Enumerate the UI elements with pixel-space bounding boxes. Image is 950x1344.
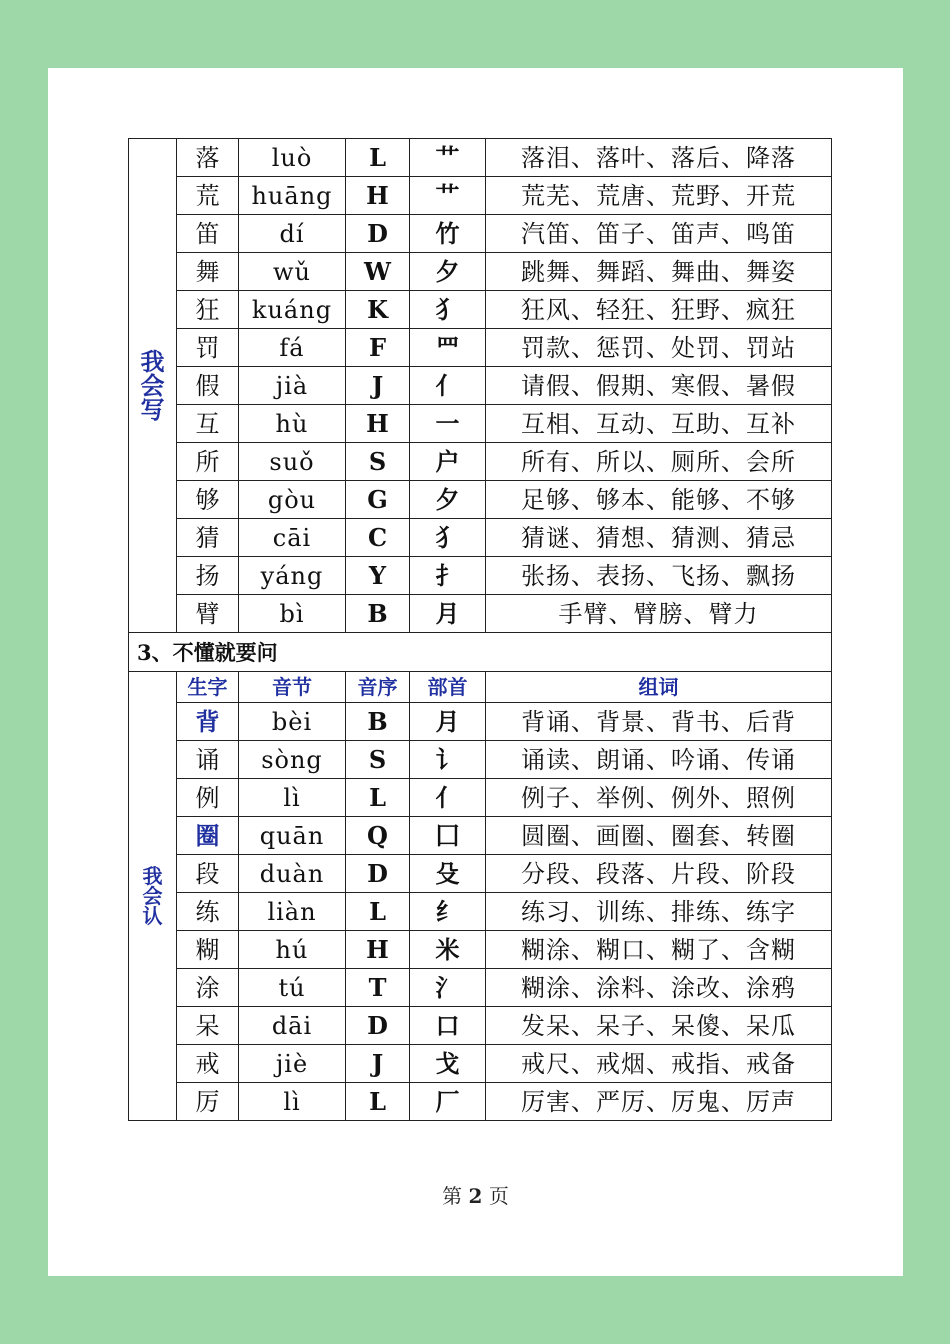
- character-cell: 狂: [177, 291, 239, 329]
- character-cell: 练: [177, 893, 239, 931]
- radical-cell: 囗: [410, 817, 486, 855]
- side-label-char: 会: [142, 884, 163, 908]
- pinyin-cell: fá: [239, 329, 346, 367]
- table-row: [129, 855, 832, 893]
- table-row: [129, 253, 832, 291]
- write-side-label: [129, 139, 177, 633]
- pinyin-cell: jià: [239, 367, 346, 405]
- table-row: [129, 1083, 832, 1121]
- word-group-cell: 发呆、呆子、呆傻、呆瓜: [486, 1007, 832, 1045]
- header-row: [129, 672, 832, 703]
- character-cell: 罚: [177, 329, 239, 367]
- radical-cell: 亻: [410, 367, 486, 405]
- table-row: [129, 481, 832, 519]
- index-letter-cell: T: [346, 969, 410, 1007]
- page-number-value: 2: [468, 1184, 483, 1208]
- table-row: [129, 1007, 832, 1045]
- radical-cell: 戈: [410, 1045, 486, 1083]
- table-row: [129, 817, 832, 855]
- character-cell: 笛: [177, 215, 239, 253]
- character-table: [128, 138, 832, 1121]
- radical-cell: 口: [410, 1007, 486, 1045]
- word-group-cell: 练习、训练、排练、练字: [486, 893, 832, 931]
- word-group-cell: 所有、所以、厕所、会所: [486, 443, 832, 481]
- index-letter-cell: Q: [346, 817, 410, 855]
- character-cell: 呆: [177, 1007, 239, 1045]
- table-row: [129, 215, 832, 253]
- word-group-cell: 戒尺、戒烟、戒指、戒备: [486, 1045, 832, 1083]
- word-group-cell: 手臂、臂膀、臂力: [486, 595, 832, 633]
- pinyin-cell: yáng: [239, 557, 346, 595]
- word-group-cell: 例子、举例、例外、照例: [486, 779, 832, 817]
- side-label-char: 我: [142, 864, 163, 888]
- recognize-side-label: [129, 672, 177, 1121]
- pinyin-cell: dāi: [239, 1007, 346, 1045]
- word-group-cell: 猜谜、猜想、猜测、猜忌: [486, 519, 832, 557]
- page-number-prefix: 第: [442, 1184, 463, 1208]
- index-letter-cell: L: [346, 1083, 410, 1121]
- index-letter-cell: J: [346, 1045, 410, 1083]
- index-letter-cell: W: [346, 253, 410, 291]
- character-cell: 猜: [177, 519, 239, 557]
- radical-cell: 扌: [410, 557, 486, 595]
- index-letter-cell: G: [346, 481, 410, 519]
- table-row: [129, 443, 832, 481]
- pinyin-cell: hù: [239, 405, 346, 443]
- page-number: [48, 1180, 903, 1209]
- index-letter-cell: H: [346, 405, 410, 443]
- pinyin-cell: bì: [239, 595, 346, 633]
- radical-cell: 氵: [410, 969, 486, 1007]
- character-cell: 臂: [177, 595, 239, 633]
- character-cell: 涂: [177, 969, 239, 1007]
- index-letter-cell: B: [346, 595, 410, 633]
- table-row: [129, 329, 832, 367]
- word-group-cell: 罚款、惩罚、处罚、罚站: [486, 329, 832, 367]
- radical-cell: 米: [410, 931, 486, 969]
- pinyin-cell: cāi: [239, 519, 346, 557]
- index-letter-cell: L: [346, 139, 410, 177]
- index-letter-cell: D: [346, 855, 410, 893]
- word-group-cell: 足够、够本、能够、不够: [486, 481, 832, 519]
- character-cell: 诵: [177, 741, 239, 779]
- word-group-cell: 厉害、严厉、厉鬼、厉声: [486, 1083, 832, 1121]
- pinyin-cell: quān: [239, 817, 346, 855]
- pinyin-cell: dí: [239, 215, 346, 253]
- index-letter-cell: S: [346, 741, 410, 779]
- word-group-cell: 荒芜、荒唐、荒野、开荒: [486, 177, 832, 215]
- radical-cell: 夕: [410, 253, 486, 291]
- header-radical: 部首: [410, 672, 486, 703]
- table-row: [129, 779, 832, 817]
- pinyin-cell: liàn: [239, 893, 346, 931]
- character-cell: 落: [177, 139, 239, 177]
- table-row: [129, 139, 832, 177]
- radical-cell: 一: [410, 405, 486, 443]
- table-row: [129, 519, 832, 557]
- radical-cell: 纟: [410, 893, 486, 931]
- word-group-cell: 诵读、朗诵、吟诵、传诵: [486, 741, 832, 779]
- word-group-cell: 糊涂、糊口、糊了、含糊: [486, 931, 832, 969]
- index-letter-cell: D: [346, 1007, 410, 1045]
- character-cell: 例: [177, 779, 239, 817]
- table-row: [129, 931, 832, 969]
- pinyin-cell: wǔ: [239, 253, 346, 291]
- header-pinyin: 音节: [239, 672, 346, 703]
- table-row: [129, 969, 832, 1007]
- side-label-char: 会: [140, 370, 165, 400]
- index-letter-cell: B: [346, 703, 410, 741]
- character-cell: 舞: [177, 253, 239, 291]
- index-letter-cell: F: [346, 329, 410, 367]
- radical-cell: 罒: [410, 329, 486, 367]
- pinyin-cell: sòng: [239, 741, 346, 779]
- pinyin-cell: gòu: [239, 481, 346, 519]
- pinyin-cell: bèi: [239, 703, 346, 741]
- radical-cell: 户: [410, 443, 486, 481]
- index-letter-cell: C: [346, 519, 410, 557]
- word-group-cell: 张扬、表扬、飞扬、飘扬: [486, 557, 832, 595]
- radical-cell: 亻: [410, 779, 486, 817]
- word-group-cell: 汽笛、笛子、笛声、鸣笛: [486, 215, 832, 253]
- pinyin-cell: luò: [239, 139, 346, 177]
- radical-cell: 犭: [410, 519, 486, 557]
- index-letter-cell: Y: [346, 557, 410, 595]
- index-letter-cell: L: [346, 893, 410, 931]
- pinyin-cell: tú: [239, 969, 346, 1007]
- side-label-char: 我: [140, 346, 165, 376]
- index-letter-cell: K: [346, 291, 410, 329]
- character-cell: 互: [177, 405, 239, 443]
- radical-cell: 艹: [410, 177, 486, 215]
- radical-cell: 殳: [410, 855, 486, 893]
- radical-cell: 艹: [410, 139, 486, 177]
- character-cell: 糊: [177, 931, 239, 969]
- table-row: [129, 367, 832, 405]
- table-row: [129, 1045, 832, 1083]
- character-cell: 所: [177, 443, 239, 481]
- radical-cell: 讠: [410, 741, 486, 779]
- word-group-cell: 狂风、轻狂、狂野、疯狂: [486, 291, 832, 329]
- page-number-suffix: 页: [488, 1184, 509, 1208]
- word-group-cell: 圆圈、画圈、圈套、转圈: [486, 817, 832, 855]
- word-group-cell: 互相、互动、互助、互补: [486, 405, 832, 443]
- table-row: [129, 595, 832, 633]
- character-cell: 扬: [177, 557, 239, 595]
- index-letter-cell: H: [346, 177, 410, 215]
- section-title-row: [129, 633, 832, 672]
- table-row: [129, 893, 832, 931]
- table-row: [129, 741, 832, 779]
- word-group-cell: 请假、假期、寒假、暑假: [486, 367, 832, 405]
- word-group-cell: 落泪、落叶、落后、降落: [486, 139, 832, 177]
- pinyin-cell: lì: [239, 1083, 346, 1121]
- radical-cell: 犭: [410, 291, 486, 329]
- header-char: 生字: [177, 672, 239, 703]
- character-cell: 够: [177, 481, 239, 519]
- side-label-char: 认: [142, 904, 163, 928]
- index-letter-cell: D: [346, 215, 410, 253]
- pinyin-cell: suǒ: [239, 443, 346, 481]
- side-label-char: 写: [140, 394, 165, 424]
- header-words: 组词: [486, 672, 832, 703]
- radical-cell: 竹: [410, 215, 486, 253]
- table-row: [129, 291, 832, 329]
- table-row: [129, 703, 832, 741]
- pinyin-cell: duàn: [239, 855, 346, 893]
- character-cell: 段: [177, 855, 239, 893]
- word-group-cell: 糊涂、涂料、涂改、涂鸦: [486, 969, 832, 1007]
- worksheet-page: [48, 68, 903, 1276]
- pinyin-cell: huāng: [239, 177, 346, 215]
- index-letter-cell: J: [346, 367, 410, 405]
- character-cell: 假: [177, 367, 239, 405]
- index-letter-cell: H: [346, 931, 410, 969]
- word-group-cell: 跳舞、舞蹈、舞曲、舞姿: [486, 253, 832, 291]
- radical-cell: 月: [410, 703, 486, 741]
- table-row: [129, 557, 832, 595]
- character-cell: 厉: [177, 1083, 239, 1121]
- word-group-cell: 分段、段落、片段、阶段: [486, 855, 832, 893]
- character-cell: 戒: [177, 1045, 239, 1083]
- radical-cell: 厂: [410, 1083, 486, 1121]
- section-title: 3、不懂就要问: [129, 633, 832, 672]
- radical-cell: 月: [410, 595, 486, 633]
- pinyin-cell: jiè: [239, 1045, 346, 1083]
- table-row: [129, 405, 832, 443]
- character-cell: 圈: [177, 817, 239, 855]
- header-index: 音序: [346, 672, 410, 703]
- index-letter-cell: L: [346, 779, 410, 817]
- radical-cell: 夕: [410, 481, 486, 519]
- pinyin-cell: lì: [239, 779, 346, 817]
- character-cell: 背: [177, 703, 239, 741]
- pinyin-cell: kuáng: [239, 291, 346, 329]
- word-group-cell: 背诵、背景、背书、后背: [486, 703, 832, 741]
- table-row: [129, 177, 832, 215]
- character-cell: 荒: [177, 177, 239, 215]
- pinyin-cell: hú: [239, 931, 346, 969]
- index-letter-cell: S: [346, 443, 410, 481]
